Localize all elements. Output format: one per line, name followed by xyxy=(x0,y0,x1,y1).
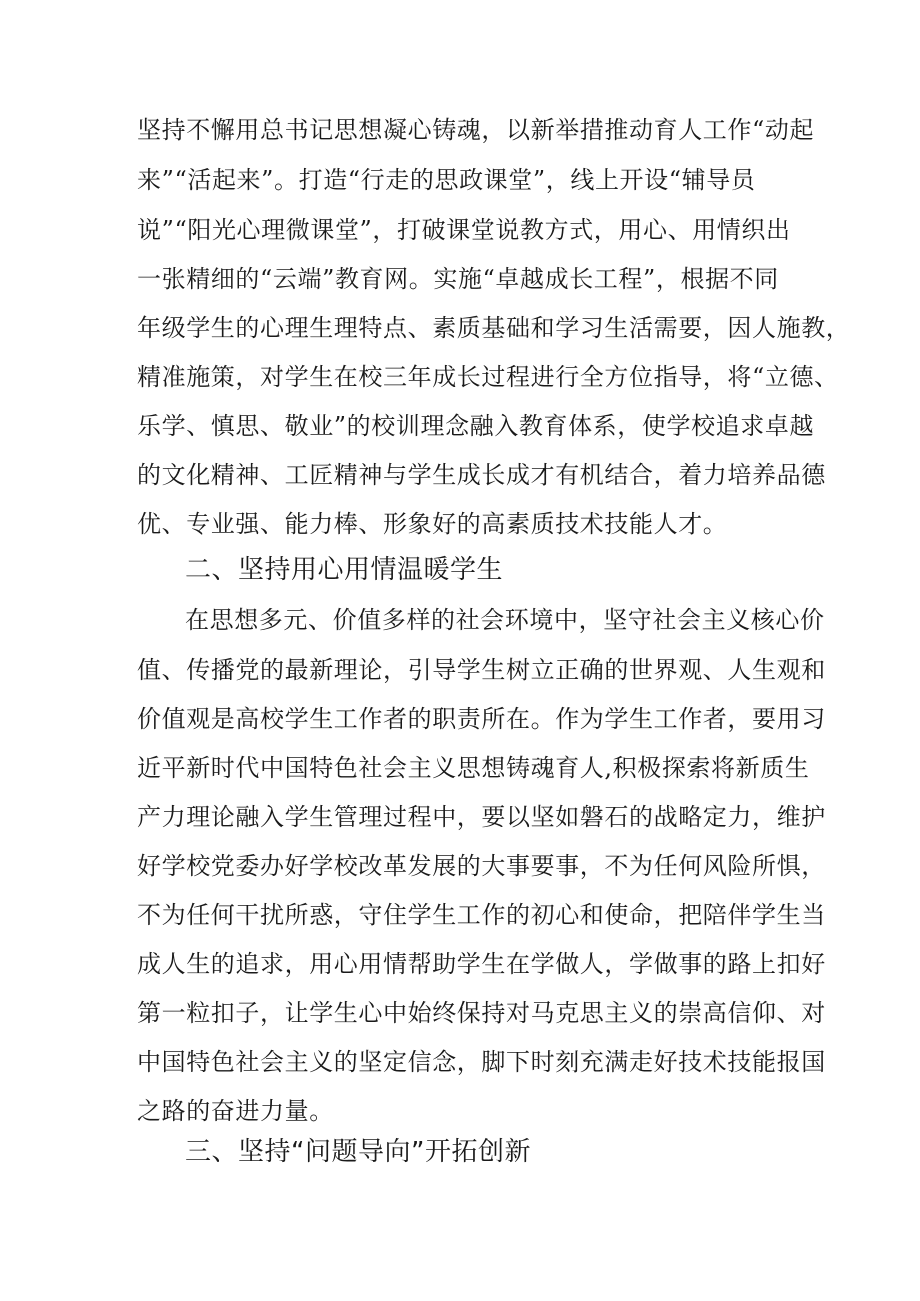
paragraph-2-line: 不为任何干扰所惑，守住学生工作的初心和使命，把陪伴学生当 xyxy=(137,901,826,929)
paragraph-1-line: 一张精细的“云端”教育网。实施“卓越成长工程”，根据不同 xyxy=(137,265,779,293)
paragraph-2-line: 第一粒扣子，让学生心中始终保持对马克思主义的崇高信仰、对 xyxy=(137,999,826,1027)
paragraph-1-line: 说”“阳光心理微课堂”，打破课堂说教方式，用心、用情织出 xyxy=(137,216,791,244)
section-heading-3: 三、坚持“问题导向”开拓创新 xyxy=(185,1137,531,1167)
paragraph-1-line: 的文化精神、工匠精神与学生成长成才有机结合，着力培养品德 xyxy=(137,461,826,489)
paragraph-2-line: 价值观是高校学生工作者的职责所在。作为学生工作者，要用习 xyxy=(137,705,826,733)
paragraph-2-line: 之路的奋进力量。 xyxy=(137,1097,334,1125)
paragraph-2-line: 值、传播党的最新理论，引导学生树立正确的世界观、人生观和 xyxy=(137,656,826,684)
paragraph-2-line: 中国特色社会主义的坚定信念，脚下时刻充满走好技术技能报国 xyxy=(137,1048,826,1076)
paragraph-1-line: 年级学生的心理生理特点、素质基础和学习生活需要，因人施教， xyxy=(137,314,851,342)
paragraph-2-line: 成人生的追求，用心用情帮助学生在学做人，学做事的路上扣好 xyxy=(137,950,826,978)
paragraph-1-line: 来”“活起来”。打造“行走的思政课堂”，线上开设“辅导员 xyxy=(137,166,756,194)
paragraph-1-line: 坚持不懈用总书记思想凝心铸魂，以新举措推动育人工作“动起 xyxy=(137,116,815,144)
paragraph-2-line: 好学校党委办好学校改革发展的大事要事，不为任何风险所惧， xyxy=(137,852,826,880)
paragraph-2-line: 产力理论融入学生管理过程中，要以坚如磐石的战略定力，维护 xyxy=(137,803,826,831)
paragraph-2-line: 在思想多元、价值多样的社会环境中，坚守社会主义核心价 xyxy=(185,606,825,634)
paragraph-2-line: 近平新时代中国特色社会主义思想铸魂育人,积极探索将新质生 xyxy=(137,754,810,782)
paragraph-1-line: 精准施策，对学生在校三年成长过程进行全方位指导，将“立德、 xyxy=(137,363,839,391)
section-heading-2: 二、坚持用心用情温暖学生 xyxy=(185,555,504,585)
paragraph-1-line: 优、专业强、能力棒、形象好的高素质技术技能人才。 xyxy=(137,510,728,538)
paragraph-1-line: 乐学、慎思、敬业”的校训理念融入教育体系，使学校追求卓越 xyxy=(137,412,815,440)
